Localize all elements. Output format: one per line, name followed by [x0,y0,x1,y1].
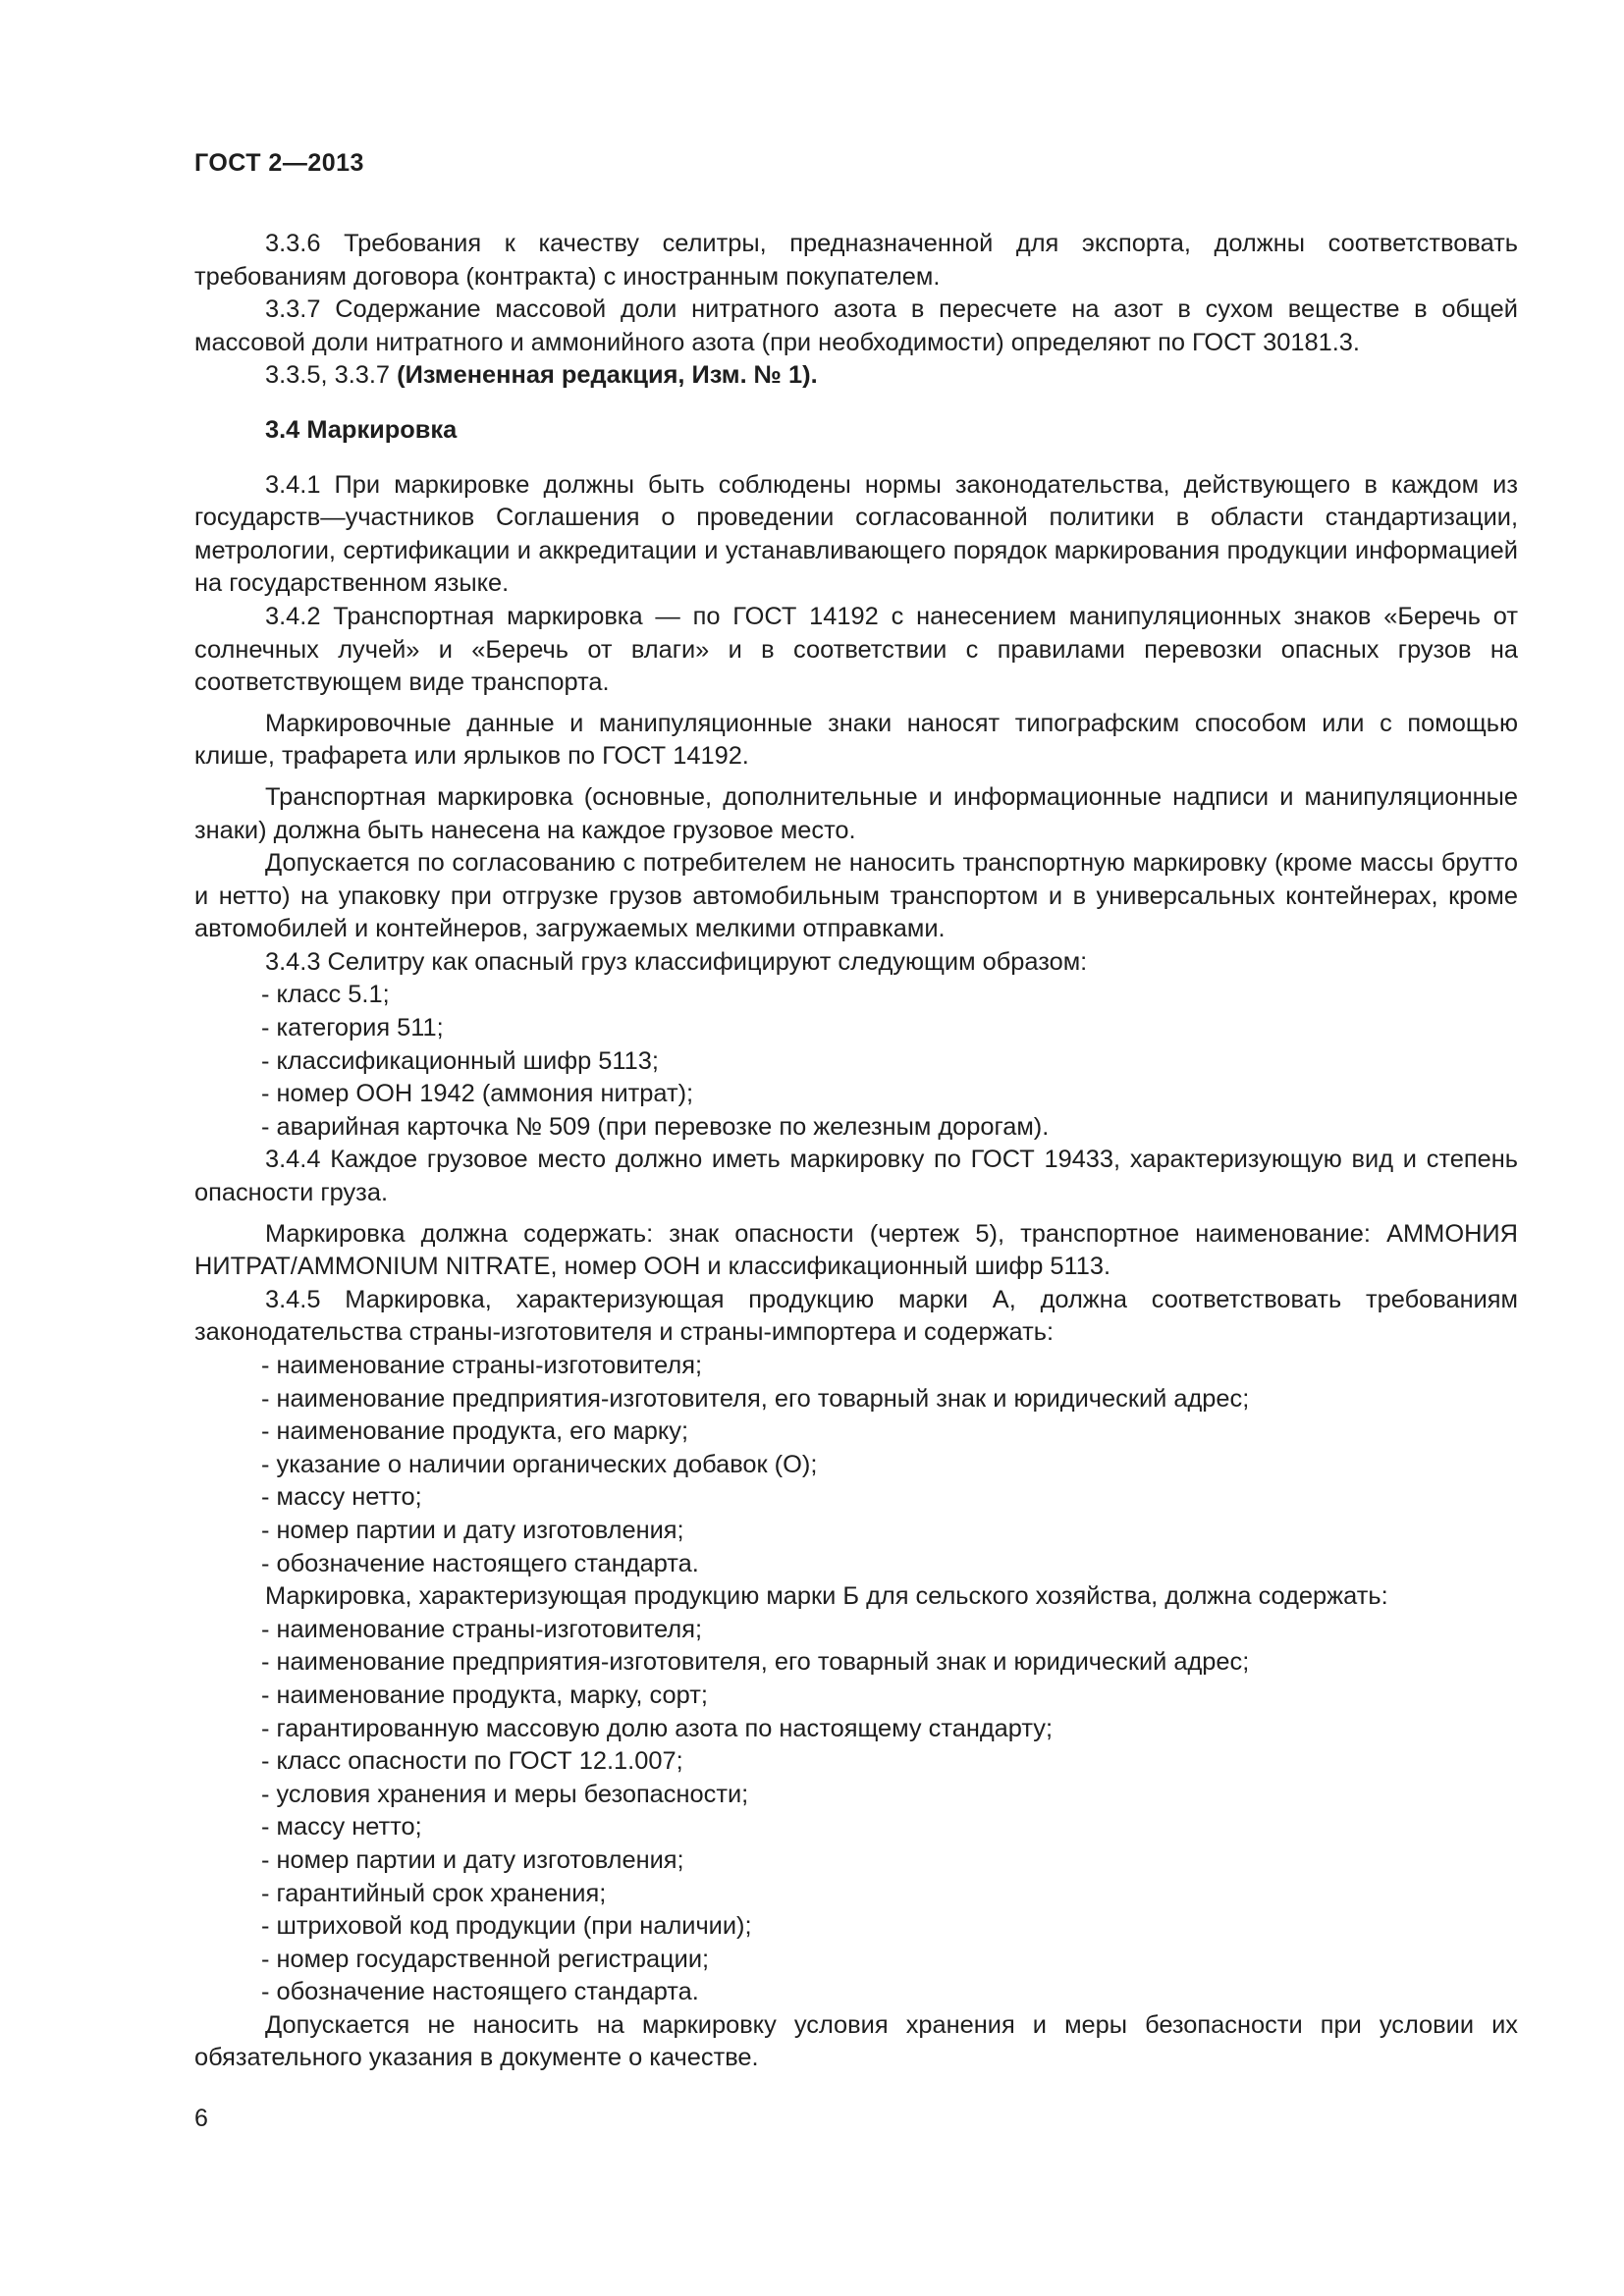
list-item: - категория 511; [261,1014,444,1042]
list-item: - класс опасности по ГОСТ 12.1.007; [261,1747,683,1776]
paragraph-3-4-2-c: Транспортная маркировка (основные, дополнительные и информационные надписи и манипуляционные знаки) должна быть нанесена на каждое грузовое место. [194,782,1518,844]
list-item: - номер ООН 1942 (аммония нитрат); [261,1080,694,1108]
paragraph-3-4-5-c: Допускается не наносить на маркировку условия хранения и меры безопасности при условии их обязательного указания в документе о качестве. [194,2010,1518,2072]
paragraph-3-4-5: 3.4.5 Маркировка, характеризующая продукцию марки А, должна соответствовать требованиям законодательства страны-изготовителя и страны-импортера и содержать: [194,1285,1518,1347]
document-body [194,228,1518,2075]
list-item: - указание о наличии органических добавок (О); [261,1450,818,1478]
paragraph-3-3-6: 3.3.6 Требования к качеству селитры, предназначенной для экспорта, должны соответствовать требованиям договора (контракта) с иностранным покупателем. [194,230,1518,291]
section-title-3-4: 3.4 Маркировка [265,415,458,444]
list-item: - классификационный шифр 5113; [261,1046,659,1075]
amendment-note-prefix: 3.3.5, 3.3.7 [265,361,398,390]
list-item: - обозначение настоящего стандарта. [261,1549,699,1577]
paragraph-3-4-4: 3.4.4 Каждое грузовое место должно иметь маркировку по ГОСТ 19433, характеризующую вид и степень опасности груза. [194,1146,1518,1207]
page-number: 6 [194,2105,208,2132]
list-item: - условия хранения и меры безопасности; [261,1780,749,1808]
list-3-4-5-a [194,1350,1518,1580]
paragraph-3-4-2: 3.4.2 Транспортная маркировка — по ГОСТ 14192 с нанесением манипуляционных знаков «Беречь от солнечных лучей» и «Беречь от влаги» и в соответствии с правилами перевозки опасных грузов на соответствующем виде транспорта. [194,602,1518,697]
paragraph-3-4-5-b: Маркировка, характеризующая продукцию марки Б для сельского хозяйства, должна содержать: [265,1582,1388,1611]
list-item: - номер государственной регистрации; [261,1945,710,1973]
list-item: - наименование страны-изготовителя; [261,1352,703,1379]
list-item: - штриховой код продукции (при наличии); [261,1912,752,1941]
list-item: - массу нетто; [261,1813,422,1842]
paragraph-3-4-3: 3.4.3 Селитру как опасный груз классифицируют следующим образом: [265,947,1088,976]
list-item: - гарантированную массовую долю азота по настоящему стандарту; [261,1714,1054,1742]
list-item: - обозначение настоящего стандарта. [261,1978,699,2006]
paragraph-3-3-7: 3.3.7 Содержание массовой доли нитратного азота в пересчете на азот в сухом веществе в общей массовой доли нитратного и аммонийного азота (при необходимости) определяют по ГОСТ 30181.3. [194,295,1518,356]
list-item: - аварийная карточка № 509 (при перевозке по железным дорогам). [261,1112,1050,1141]
list-item: - класс 5.1; [261,981,390,1009]
list-item: - гарантийный срок хранения; [261,1879,607,1907]
paragraph-3-4-4-b: Маркировка должна содержать: знак опасности (чертеж 5), транспортное наименование: АММОНИЯ НИТРАТ/AMMONIUM NITRATE, номер ООН и классификационный шифр 5113. [194,1219,1518,1281]
paragraph-3-4-1: 3.4.1 При маркировке должны быть соблюдены нормы законодательства, действующего в каждом из государств—участников Соглашения о проведении согласованной политики в области стандартизации, метрологии, сертификации и аккредитации и устанавливающего порядок маркирования продукции информацией на государственном языке. [194,470,1518,598]
paragraph-3-4-2-b: Маркировочные данные и манипуляционные знаки наносят типографским способом или с помощью клише, трафарета или ярлыков по ГОСТ 14192. [194,709,1518,771]
list-item: - массу нетто; [261,1483,422,1512]
document-header: ГОСТ 2—2013 [194,149,364,177]
list-item: - номер партии и дату изготовления; [261,1845,684,1874]
list-item: - наименование продукта, марку, сорт; [261,1681,708,1709]
list-item: - наименование продукта, его марку; [261,1417,689,1446]
list-item: - наименование предприятия-изготовителя, его товарный знак и юридический адрес; [261,1384,1250,1413]
amendment-note-bold: (Измененная редакция, Изм. № 1). [397,361,818,390]
list-item: - номер партии и дату изготовления; [261,1516,684,1544]
list-3-4-3 [194,979,1518,1144]
list-3-4-5-b [194,1614,1518,2009]
list-item: - наименование предприятия-изготовителя, его товарный знак и юридический адрес; [261,1648,1250,1677]
list-item: - наименование страны-изготовителя; [261,1615,703,1643]
amendment-note [194,359,1518,393]
paragraph-3-4-2-d: Допускается по согласованию с потребителем не наносить транспортную маркировку (кроме массы брутто и нетто) на упаковку при отгрузке грузов автомобильным транспортом и в универсальных контейнерах, кроме автомобилей и контейнеров, загружаемых мелкими отправками. [194,849,1518,943]
